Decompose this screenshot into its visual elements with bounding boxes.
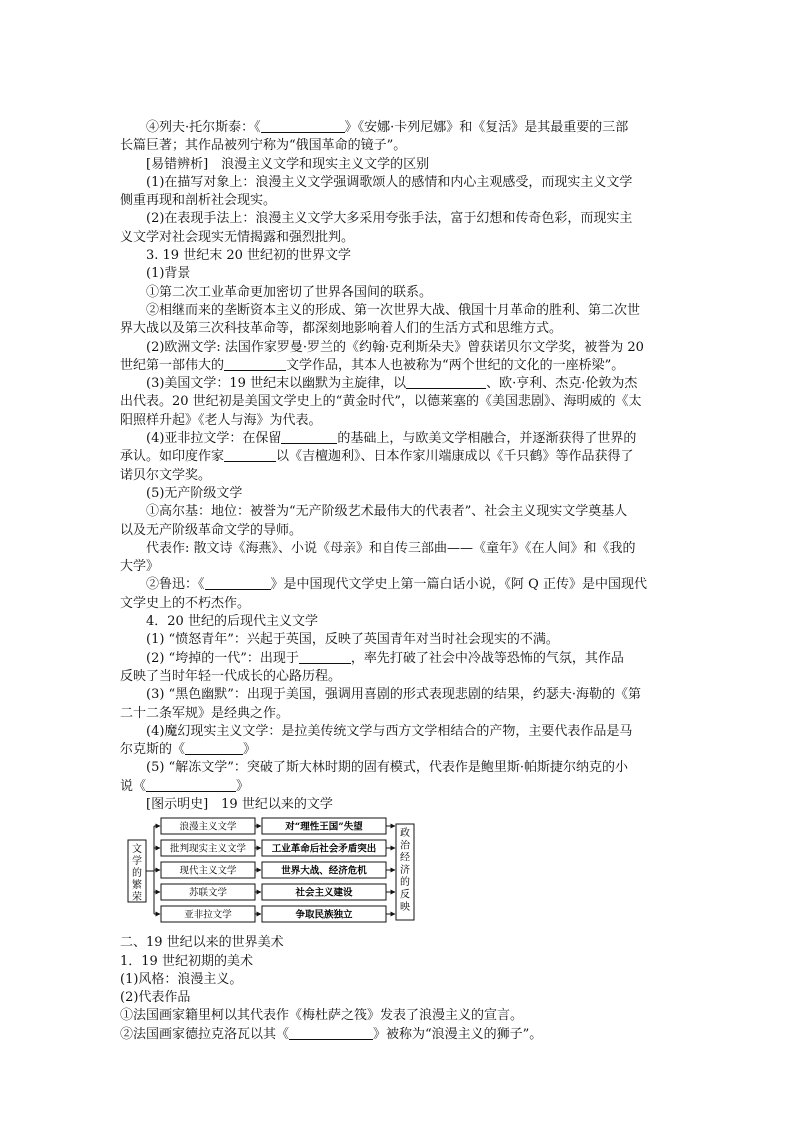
text-run: 》被称为“浪漫主义的狮子”。 xyxy=(373,1026,543,1042)
right-label-char: 政 xyxy=(400,828,410,840)
text-line xyxy=(120,613,676,631)
right-label-char: 济 xyxy=(400,865,410,877)
text-line xyxy=(120,284,676,302)
text-line xyxy=(120,778,676,796)
text-run: 以及无产阶级革命文学的导师。 xyxy=(120,522,303,538)
text-line xyxy=(120,137,676,155)
text-line xyxy=(120,595,676,613)
text-line xyxy=(120,174,676,192)
text-line xyxy=(120,705,676,723)
text-line xyxy=(120,1007,676,1025)
text-run: 以《吉檀迦利》、日本作家川端康成以《千只鹤》等作品获得了 xyxy=(276,449,634,465)
text-run: 》是中国现代文学史上第一篇白话小说，《阿 Q 正传》是中国现代 xyxy=(270,577,647,593)
text-line xyxy=(120,759,676,777)
text-line xyxy=(120,357,676,375)
text-run: 的基础上，与欧美文学相融合，并逐渐获得了世界的 xyxy=(337,431,637,447)
text-run: 》《安娜·卡列尼娜》和《复活》是其最重要的三部 xyxy=(344,120,629,135)
text-run: (2)在表现手法上：浪漫主义文学大多采用夸张手法，富于幻想和传奇色彩，而现实主 xyxy=(146,211,633,227)
text-line xyxy=(120,339,676,357)
text-run: ，率先打破了社会中冷战等恐怖的气氛，其作品 xyxy=(350,650,624,666)
text-line xyxy=(120,229,676,247)
fill-in-blank[interactable] xyxy=(261,119,345,133)
diagram-svg xyxy=(120,816,420,928)
text-run: (5)无产阶级文学 xyxy=(146,485,243,501)
text-line xyxy=(120,1026,676,1044)
right-label-char: 反 xyxy=(400,889,410,901)
text-run: (4)亚非拉文学：在保留 xyxy=(146,431,282,447)
text-run: (3) “黑色幽默”：出现于美国，强调用喜剧的形式表现悲剧的结果，约瑟夫·海勒的《第 xyxy=(146,687,641,703)
text-line xyxy=(120,631,676,649)
text-line xyxy=(120,247,676,265)
genre-label: 苏联文学 xyxy=(188,887,228,899)
text-line xyxy=(120,576,676,594)
text-run: 侧重再现和剖析社会现实。 xyxy=(120,193,277,209)
text-run: (2)代表作品 xyxy=(120,990,191,1006)
text-line xyxy=(120,302,676,320)
text-run: ④列夫·托尔斯泰：《 xyxy=(146,120,261,135)
text-line xyxy=(120,412,676,430)
text-run: 出代表。20 世纪初是美国文学史上的“黄金时代”，以德莱塞的《美国悲剧》、海明威的《太 xyxy=(120,394,642,410)
text-run: 义文学对社会现实无情揭露和强烈批判。 xyxy=(120,229,355,245)
text-line xyxy=(120,265,676,283)
text-run: 大学》 xyxy=(120,559,160,575)
text-run: ②相继而来的垄断资本主义的形成、第一次世界大战、俄国十月革命的胜利、第二次世 xyxy=(146,302,641,318)
text-run: (1)背景 xyxy=(146,266,191,282)
text-line xyxy=(120,210,676,228)
left-label-char: 的 xyxy=(132,868,142,880)
text-line xyxy=(120,467,676,485)
text-line xyxy=(120,668,676,686)
genre-label: 亚非拉文学 xyxy=(184,909,232,921)
text-line xyxy=(120,971,676,989)
text-line xyxy=(120,320,676,338)
text-run: (5) “解冻文学”：突破了斯大林时期的固有模式，代表作是鲍里斯·帕斯捷尔纳克的小 xyxy=(146,760,628,776)
text-line xyxy=(120,503,676,521)
text-line xyxy=(120,430,676,448)
text-run: ①法国画家籍里柯以其代表作《梅杜萨之筏》发表了浪漫主义的宣言。 xyxy=(120,1008,524,1024)
text-line xyxy=(120,558,676,576)
right-label-char: 经 xyxy=(400,852,410,864)
fill-in-blank[interactable] xyxy=(205,576,271,590)
right-label-char: 的 xyxy=(400,877,410,889)
text-run: [易错辨析] 浪漫主义文学和现实主义文学的区别 xyxy=(146,156,430,172)
left-label-char: 繁 xyxy=(132,880,142,892)
text-run: ②鲁迅：《 xyxy=(146,577,205,593)
text-line xyxy=(120,156,676,174)
text-line xyxy=(120,522,676,540)
genre-label: 浪漫主义文学 xyxy=(179,821,237,833)
text-run: 1．19 世纪初期的美术 xyxy=(120,953,253,969)
text-run: 代表作: 散文诗《海燕》、小说《母亲》和自传三部曲——《童年》《在人间》和《我的 xyxy=(146,540,636,556)
text-run: 阳照样升起》《老人与海》为代表。 xyxy=(120,412,322,428)
genre-label: 现代主义文学 xyxy=(179,865,237,877)
text-run: (3)美国文学：19 世纪末以幽默为主旋律，以 xyxy=(146,376,407,392)
text-run: ①高尔基：地位：被誉为“无产阶级艺术最伟大的代表者”、社会主义现实文学奠基人 xyxy=(146,504,628,520)
text-run: (2) “垮掉的一代”：出现于 xyxy=(146,650,299,666)
text-line xyxy=(120,448,676,466)
text-block-art xyxy=(120,934,676,1044)
text-run: 、欧·亨利、杰克·伦敦为杰 xyxy=(486,376,638,392)
text-run: 诺贝尔文学奖。 xyxy=(120,467,212,483)
reflection-label: 争取民族独立 xyxy=(295,909,353,921)
genre-label: 批判现实主义文学 xyxy=(169,843,247,855)
right-label-char: 治 xyxy=(400,840,410,852)
text-line xyxy=(120,741,676,759)
text-run: ②法国画家德拉克洛瓦以其《 xyxy=(120,1026,290,1042)
reflection-label: 世界大战、经济危机 xyxy=(281,865,367,877)
text-line xyxy=(120,989,676,1007)
fill-in-blank[interactable] xyxy=(299,650,351,664)
text-line xyxy=(120,192,676,210)
text-line xyxy=(120,796,676,814)
text-line xyxy=(120,953,676,971)
text-line xyxy=(120,119,676,137)
text-run: 世纪第一部伟大的 xyxy=(120,357,225,373)
text-run: 》 xyxy=(243,742,257,758)
text-run: 》 xyxy=(236,778,250,794)
text-run: (1)在描写对象上：浪漫主义文学强调歌颂人的感情和内心主观感受，而现实主义文学 xyxy=(146,174,633,190)
text-line xyxy=(120,723,676,741)
fill-in-blank[interactable] xyxy=(224,448,276,462)
text-run: 二十二条军规》是经典之作。 xyxy=(120,705,290,721)
left-label-char: 荣 xyxy=(132,892,142,904)
text-run: ①第二次工业革命更加密切了世界各国间的联系。 xyxy=(146,284,433,300)
text-run: 二、19 世纪以来的世界美术 xyxy=(120,935,284,951)
text-run: 反映了当时年轻一代成长的心路历程。 xyxy=(120,668,342,684)
text-line xyxy=(120,934,676,952)
fill-in-blank[interactable] xyxy=(406,375,486,389)
fill-in-blank[interactable] xyxy=(146,778,236,792)
text-line xyxy=(120,375,676,393)
text-block-literature xyxy=(120,119,676,814)
fill-in-blank[interactable] xyxy=(224,357,286,371)
text-run: 说《 xyxy=(120,778,147,794)
text-run: 尔克斯的《 xyxy=(120,742,186,758)
fill-in-blank[interactable] xyxy=(281,430,337,444)
left-label-char: 学 xyxy=(132,856,142,868)
text-line xyxy=(120,650,676,668)
text-run: (2)欧洲文学: 法国作家罗曼·罗兰的《约翰·克利斯朵夫》曾获诺贝尔文学奖，被誉为 20 xyxy=(146,339,644,355)
text-run: 界大战以及第三次科技革命等，都深刻地影响着人们的生活方式和思维方式。 xyxy=(120,321,563,337)
fill-in-blank[interactable] xyxy=(289,1026,373,1040)
reflection-label: 对“理性王国”失望 xyxy=(285,821,363,833)
text-run: (4)魔幻现实主义文学：是拉美传统文学与西方文学相结合的产物，主要代表作品是马 xyxy=(146,723,633,739)
document-body xyxy=(120,119,676,1044)
text-line xyxy=(120,686,676,704)
literature-diagram xyxy=(120,816,676,932)
fill-in-blank[interactable] xyxy=(185,741,243,755)
text-line xyxy=(120,393,676,411)
reflection-label: 社会主义建设 xyxy=(295,887,353,899)
text-run: 文学作品，其本人也被称为“两个世纪的文化的一座桥梁”。 xyxy=(286,357,625,373)
reflection-label: 工业革命后社会矛盾突出 xyxy=(271,843,377,855)
text-run: 承认。如印度作家 xyxy=(120,449,225,465)
left-label-char: 文 xyxy=(132,844,142,856)
right-label-char: 映 xyxy=(400,902,410,914)
text-run: (1)风格：浪漫主义。 xyxy=(120,971,243,987)
text-run: 4．20 世纪的后现代主义文学 xyxy=(146,614,318,630)
text-run: 3. 19 世纪末 20 世纪初的世界文学 xyxy=(146,248,352,264)
text-run: (1) “愤怒青年”：兴起于英国，反映了英国青年对当时社会现实的不满。 xyxy=(146,632,559,648)
text-run: [图示明史] 19 世纪以来的文学 xyxy=(146,796,333,812)
text-run: 文学史上的不朽杰作。 xyxy=(120,595,251,611)
text-line xyxy=(120,540,676,558)
text-run: 长篇巨著；其作品被列宁称为“俄国革命的镜子”。 xyxy=(120,138,407,154)
text-line xyxy=(120,485,676,503)
